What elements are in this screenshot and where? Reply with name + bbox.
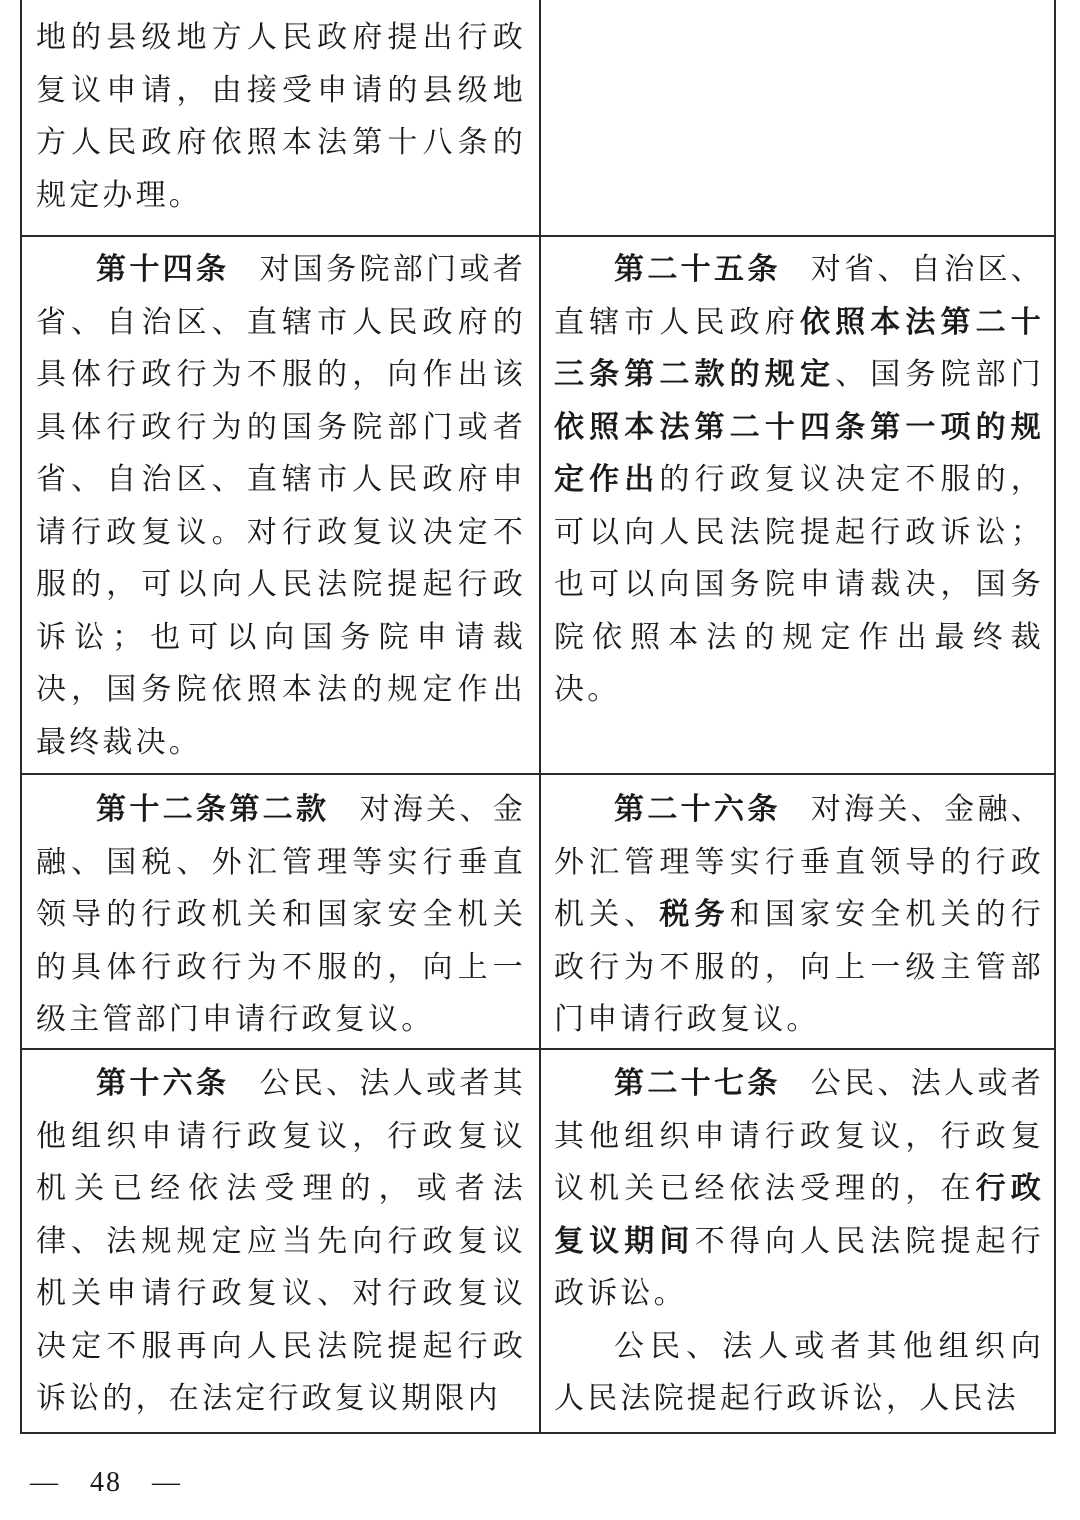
row-1-right-cell: [554, 244, 1044, 772]
body-text: 公民、法人或者其他组织向人民法院提起行政诉讼，人民法: [554, 1328, 1044, 1416]
bold-text: 依照本法第二十四条第一项的规定作出: [554, 409, 1044, 497]
bold-text: 第二十七条: [614, 1066, 781, 1101]
article-paragraph: [554, 784, 1044, 1047]
body-text: 不得向人民法院提起行政诉讼。: [554, 1223, 1044, 1311]
row-0-right-cell: [554, 12, 1044, 234]
body-text: 对省、自治区、直辖市人民政府: [554, 252, 1044, 340]
row-1-left-cell: [36, 244, 526, 772]
row-divider: [22, 773, 1054, 775]
article-paragraph: [554, 244, 1044, 717]
column-divider: [539, 0, 541, 1432]
body-text: 公民、法人或者其他组织申请行政复议，行政复议机关已经依法受理的，或者法律、法规规定应当先向行政复议机关申请行政复议、对行政复议决定不服再向人民法院提起行政诉讼的，在法定行政复议期限内: [36, 1066, 526, 1416]
bold-text: 税务: [659, 897, 730, 932]
body-text: 公民、法人或者其他组织申请行政复议，行政复议机关已经依法受理的，在: [554, 1066, 1044, 1206]
article-paragraph: [36, 244, 526, 769]
bold-text: 第二十六条: [614, 792, 781, 827]
bold-text: 第十二条第二款: [96, 792, 330, 827]
bold-text: 第十四条: [96, 252, 230, 287]
article-paragraph: [554, 1321, 1044, 1426]
row-divider: [22, 235, 1054, 237]
bold-text: 行政复议期间: [554, 1171, 1044, 1259]
body-text: 和国家安全机关的行政行为不服的，向上一级主管部门申请行政复议。: [554, 897, 1044, 1037]
row-0-left-cell: [36, 12, 526, 234]
bold-text: 第十六条: [96, 1066, 230, 1101]
row-3-right-cell: [554, 1058, 1044, 1430]
bold-text: 第二十五条: [614, 252, 781, 287]
body-text: 对海关、金融、外汇管理等实行垂直领导的行政机关、: [554, 792, 1044, 932]
body-text: 对国务院部门或者省、自治区、直辖市人民政府的具体行政行为不服的，向作出该具体行政行为的国务院部门或者省、自治区、直辖市人民政府申请行政复议。对行政复议决定不服的，可以向人民法院提起行政诉讼；也可以向国务院申请裁决，国务院依照本法的规定作出最终裁决。: [36, 252, 526, 760]
row-2-right-cell: [554, 784, 1044, 1047]
row-divider: [22, 1048, 1054, 1050]
body-text: 、国务院部门: [835, 357, 1044, 392]
page-number: — 48 —: [30, 1467, 183, 1498]
row-2-left-cell: [36, 784, 526, 1047]
article-paragraph: [36, 784, 526, 1047]
bold-text: 依照本法第二十三条第二款的规定: [554, 304, 1044, 392]
row-3-left-cell: [36, 1058, 526, 1430]
article-paragraph: [36, 12, 526, 222]
article-paragraph: [554, 1058, 1044, 1321]
body-text: 的行政复议决定不服的，可以向人民法院提起行政诉讼；也可以向国务院申请裁决，国务院依照本法的规定作出最终裁决。: [554, 462, 1044, 707]
body-text: 对海关、金融、国税、外汇管理等实行垂直领导的行政机关和国家安全机关的具体行政行为不服的，向上一级主管部门申请行政复议。: [36, 792, 526, 1037]
article-paragraph: [36, 1058, 526, 1426]
body-text: 地的县级地方人民政府提出行政复议申请，由接受申请的县级地方人民政府依照本法第十八条的规定办理。: [36, 20, 526, 213]
comparison-table: [20, 0, 1056, 1434]
